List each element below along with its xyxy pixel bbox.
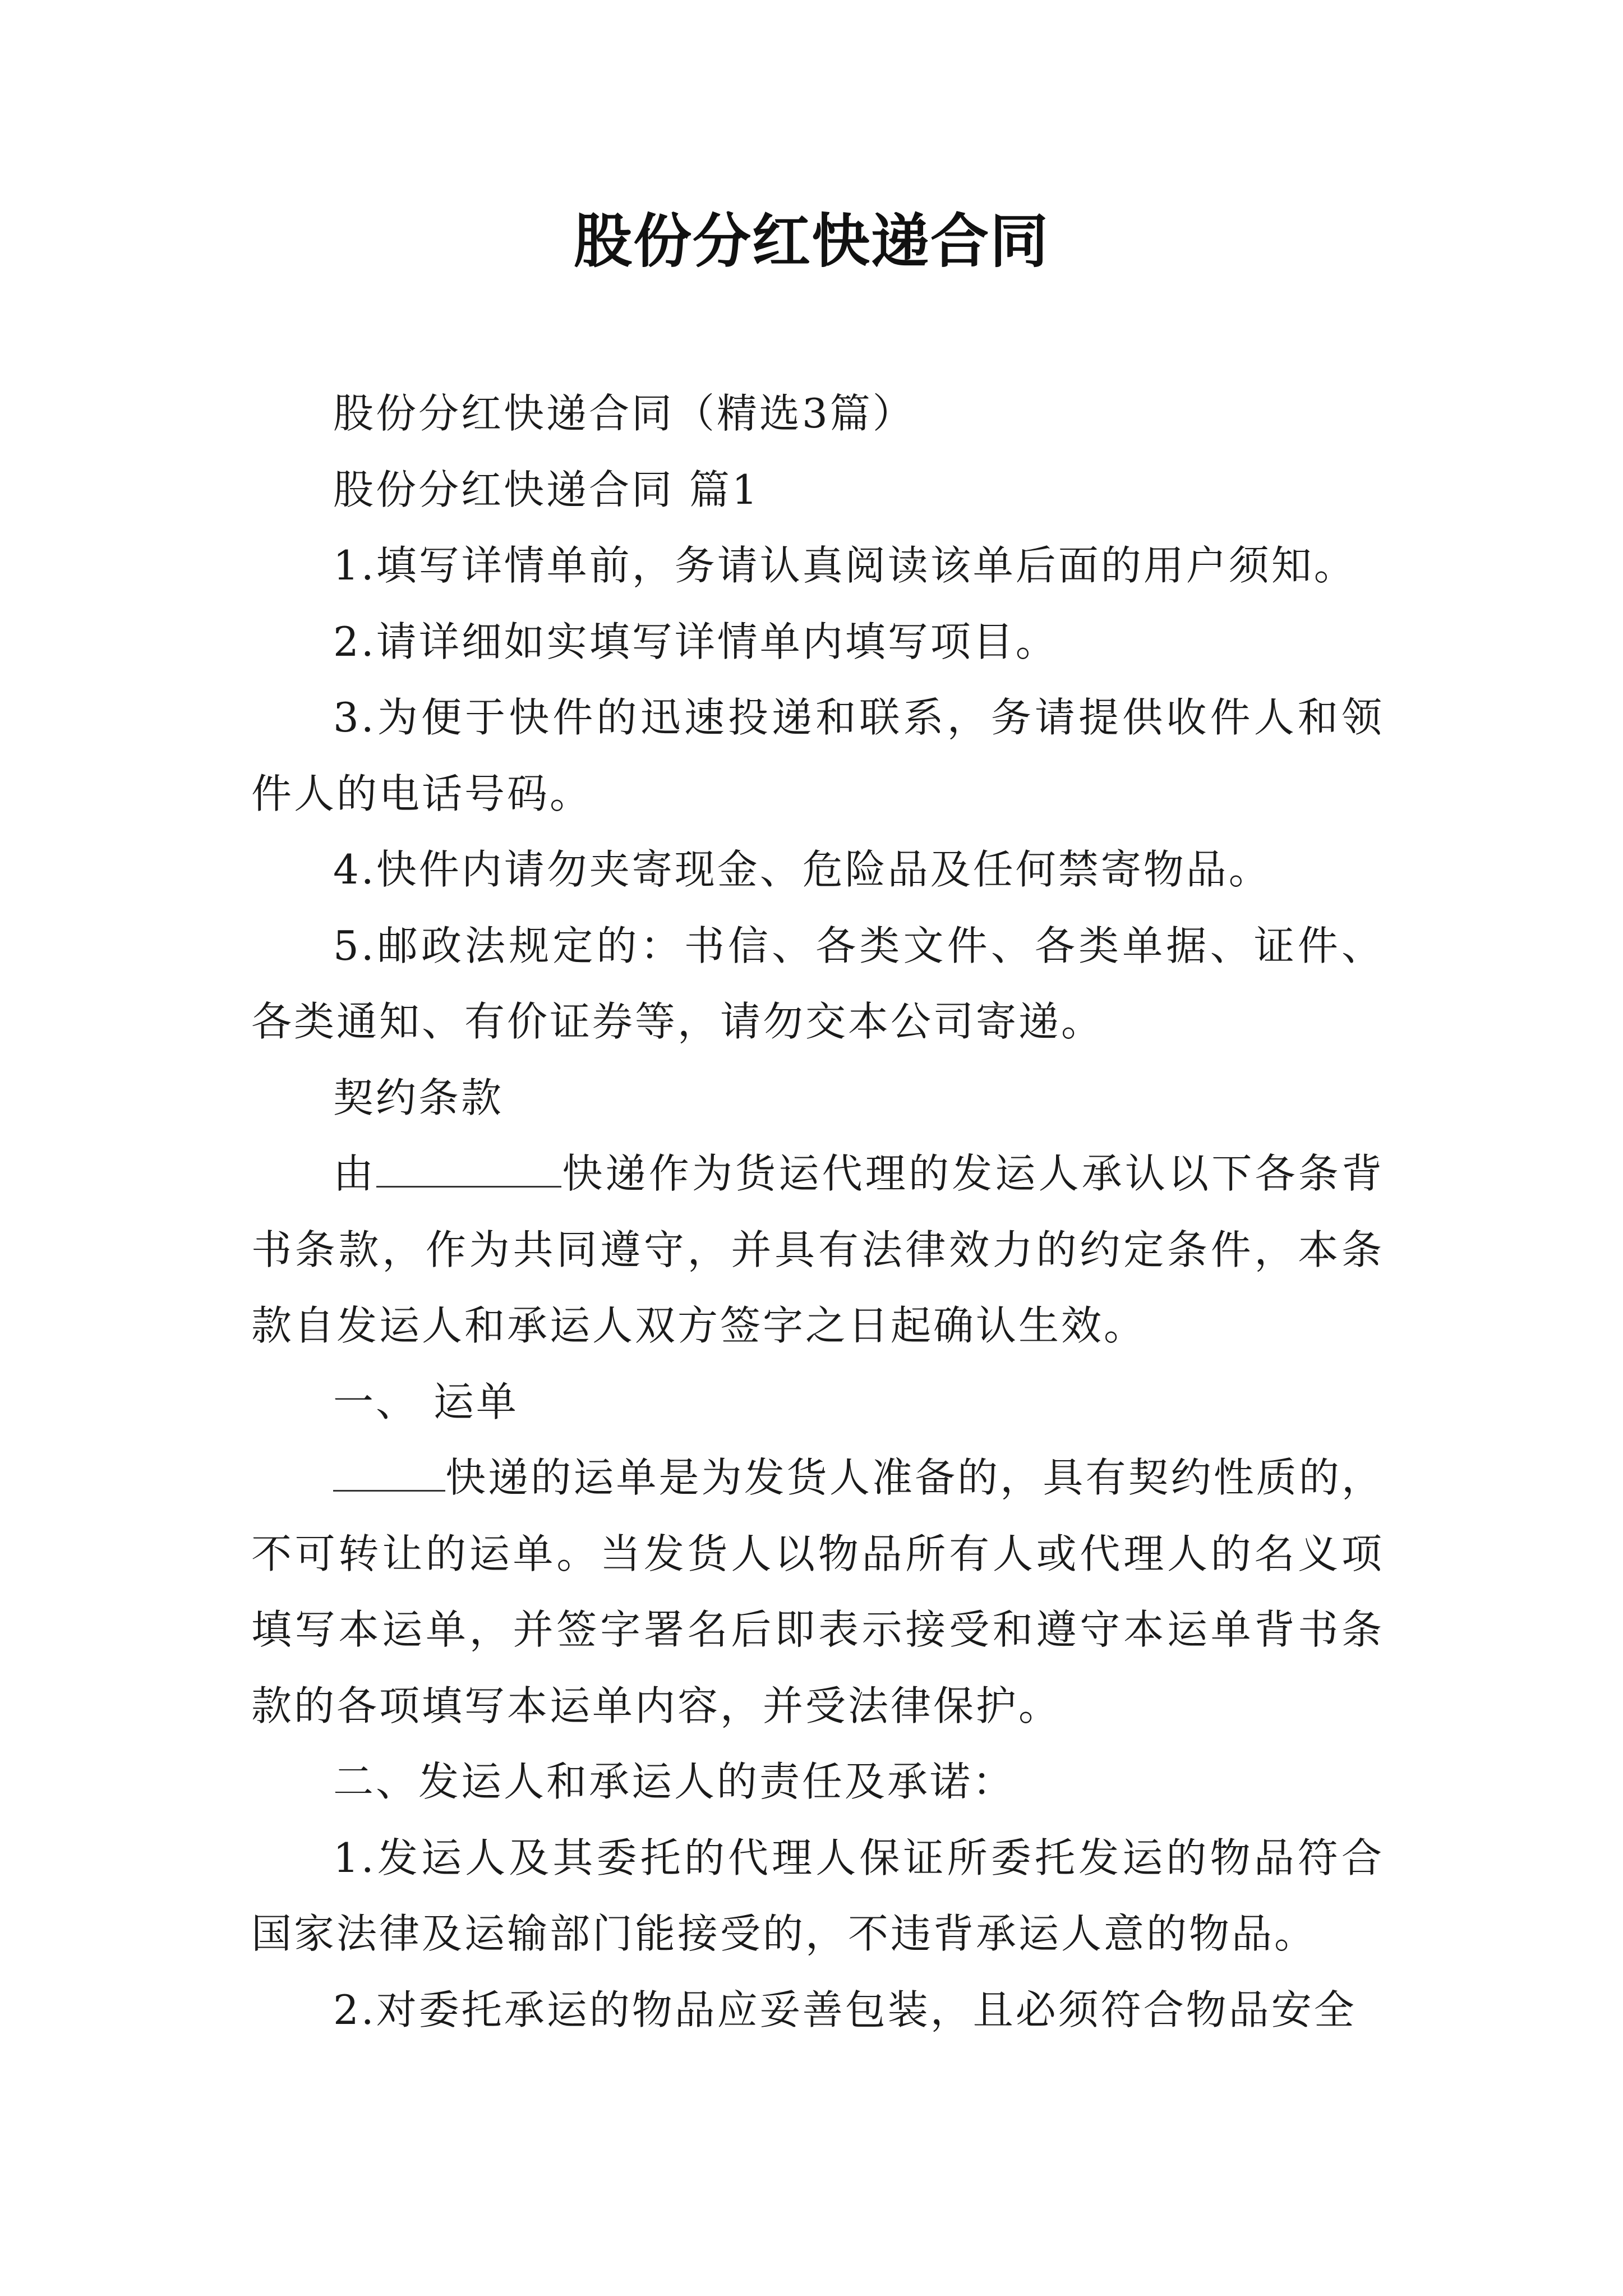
terms-intro-text: 快递作为货运代理的发运人承认以下各条背书条款，作为共同遵守，并具有法律效力的约定条件，本条款自发运人和承运人双方签字之日起确认生效。 bbox=[251, 1150, 1384, 1349]
blank-underline bbox=[376, 1152, 561, 1188]
section-one-heading: 一、 运单 bbox=[333, 1378, 519, 1425]
notice-item: 1.填写详情单前，务请认真阅读该单后面的用户须知。 bbox=[333, 542, 1357, 589]
document-subtitle: 股份分红快递合同（精选3篇） bbox=[333, 390, 915, 437]
section-one-text: 快递的运单是为发货人准备的，具有契约性质的，不可转让的运单。当发货人以物品所有人或代理人的名义项填写本运单，并签字署名后即表示接受和遵守本运单背书条款的各项填写本运单内容，并受法律保护。 bbox=[251, 1454, 1384, 1729]
terms-intro-paragraph bbox=[251, 1136, 1384, 1364]
notice-item: 2.请详细如实填写详情单内填写项目。 bbox=[333, 618, 1058, 665]
section-two-heading: 二、发运人和承运人的责任及承诺： bbox=[333, 1758, 1016, 1805]
section-two-item: 2.对委托承运的物品应妥善包装，且必须符合物品安全 bbox=[333, 1986, 1357, 2033]
section-one-paragraph bbox=[251, 1440, 1384, 1744]
terms-heading: 契约条款 bbox=[333, 1074, 504, 1121]
notice-item: 4.快件内请勿夹寄现金、危险品及任何禁寄物品。 bbox=[333, 846, 1271, 893]
terms-intro-prefix: 由 bbox=[333, 1150, 377, 1197]
document-title: 股份分红快递合同 bbox=[573, 206, 1049, 275]
section-heading: 股份分红快递合同 篇1 bbox=[333, 466, 760, 513]
blank-underline bbox=[333, 1456, 445, 1492]
notice-item: 3.为便于快件的迅速投递和联系，务请提供收件人和领件人的电话号码。 bbox=[251, 694, 1384, 817]
notice-item: 5.邮政法规定的：书信、各类文件、各类单据、证件、各类通知、有价证券等，请勿交本公司寄递。 bbox=[251, 922, 1384, 1045]
document-body bbox=[251, 376, 1384, 2048]
section-two-item: 1.发运人及其委托的代理人保证所委托发运的物品符合国家法律及运输部门能接受的，不违背承运人意的物品。 bbox=[251, 1834, 1384, 1957]
